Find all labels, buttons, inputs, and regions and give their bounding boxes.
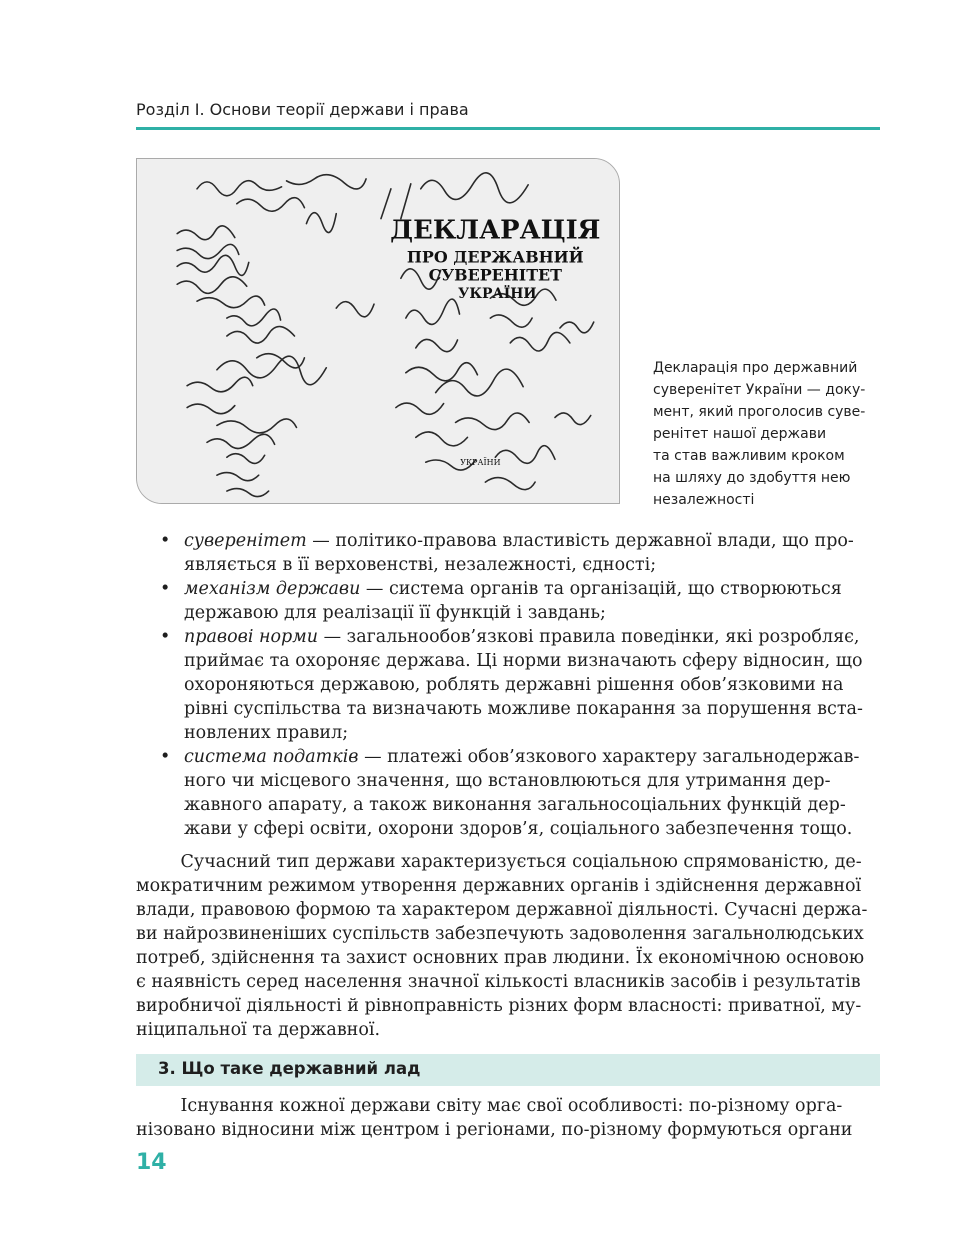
bullet-icon: • <box>160 627 171 647</box>
section-heading-bar <box>136 1054 880 1086</box>
paragraph-line: потреб, здійснення та захист основних прав людини. Їх економічною основою <box>136 948 865 968</box>
definition-text: ного чи місцевого значення, що встановлюються для утримання дер- <box>184 771 831 791</box>
caption-line: незалежності <box>653 492 755 508</box>
caption-line: ренітет нашої держави <box>653 426 827 442</box>
declaration-heading-line-3: СУВЕРЕНІТЕТ <box>428 265 562 285</box>
definition-text: державою для реалізації її функцій і завдань; <box>184 603 606 623</box>
declaration-document-image <box>137 159 619 503</box>
definition-term: механізм держави <box>184 579 361 599</box>
declaration-heading-line-2: ПРО ДЕРЖАВНИЙ <box>406 247 584 267</box>
definition-text: — система органів та організацій, що створюються <box>360 579 842 599</box>
definition-text: рівні суспільства та визначають можливе покарання за порушення вста- <box>184 699 863 719</box>
definition-text: жави у сфері освіти, охорони здоров’я, соціального забезпечення тощо. <box>184 819 853 839</box>
paragraph-line: ніципальної та державної. <box>136 1020 381 1040</box>
paragraph-line: виробничої діяльності й рівноправність різних форм власності: приватної, му- <box>136 996 862 1016</box>
definition-text: новлених правил; <box>184 723 349 743</box>
caption-line: Декларація про державний <box>653 360 858 376</box>
paragraph-line: є наявність серед населення значної кількості власників засобів і результатів <box>136 972 861 992</box>
declaration-heading-line-4: УКРАЇНИ <box>458 286 537 303</box>
paragraph-line: влади, правовою формою та характером державної діяльності. Сучасні держа- <box>136 900 868 920</box>
definition-item-legal-norms <box>150 625 882 745</box>
definition-text: — платежі обов’язкового характеру загальнодержав- <box>358 747 860 767</box>
definition-term: суверенітет <box>184 531 307 551</box>
definitions-list <box>150 529 882 841</box>
definition-text: охороняються державою, роблять державні рішення обов’язковими на <box>184 675 844 695</box>
paragraph-line: Існування кожної держави світу має свої особливості: по-різному орга- <box>136 1096 843 1116</box>
running-header: Розділ I. Основи теорії держави і права <box>136 100 469 119</box>
bullet-icon: • <box>160 531 171 551</box>
bullet-icon: • <box>160 747 171 767</box>
body-paragraph <box>136 850 880 1042</box>
declaration-photo <box>136 158 620 504</box>
caption-line: мент, який проголосив суве- <box>653 404 866 420</box>
bullet-icon: • <box>160 579 171 599</box>
definition-text: являється в її верховенстві, незалежності, єдності; <box>184 555 657 575</box>
definition-text: жавного апарату, а також виконання загальносоціальних функцій дер- <box>184 795 846 815</box>
definition-item-state-mechanism <box>150 577 882 625</box>
declaration-footer-label: УКРАЇНИ <box>460 458 501 468</box>
section-paragraph <box>136 1094 880 1142</box>
paragraph-line: нізовано відносини між центром і регіонами, по-різному формуються органи <box>136 1120 853 1140</box>
definition-term: правові норми <box>184 627 319 647</box>
page-number: 14 <box>136 1150 167 1175</box>
definition-text: — загальнообов’язкові правила поведінки, які розробляє, <box>318 627 860 647</box>
paragraph-line: Сучасний тип держави характеризується соціальною спрямованістю, де- <box>136 852 862 872</box>
caption-line: та став важливим кроком <box>653 448 845 464</box>
header-divider <box>136 127 880 130</box>
definition-text: — політико-правова властивість державної влади, що про- <box>306 531 854 551</box>
declaration-heading-line-1: ДЕКЛАРАЦІЯ <box>390 215 601 246</box>
section-heading: 3. Що таке державний лад <box>158 1059 421 1078</box>
definition-text: приймає та охороняє держава. Ці норми визначають сферу відносин, що <box>184 651 863 671</box>
paragraph-line: ви найрозвиненіших суспільств забезпечують задоволення загальнолюдських <box>136 924 864 944</box>
definition-term: система податків <box>184 747 359 767</box>
caption-line: суверенітет України — доку- <box>653 382 866 398</box>
paragraph-line: мократичним режимом утворення державних органів і здійснення державної <box>136 876 862 896</box>
caption-line: на шляху до здобуття нею <box>653 470 851 486</box>
definition-item-tax-system <box>150 745 882 841</box>
photo-caption <box>653 357 875 511</box>
definition-item-sovereignty <box>150 529 882 577</box>
